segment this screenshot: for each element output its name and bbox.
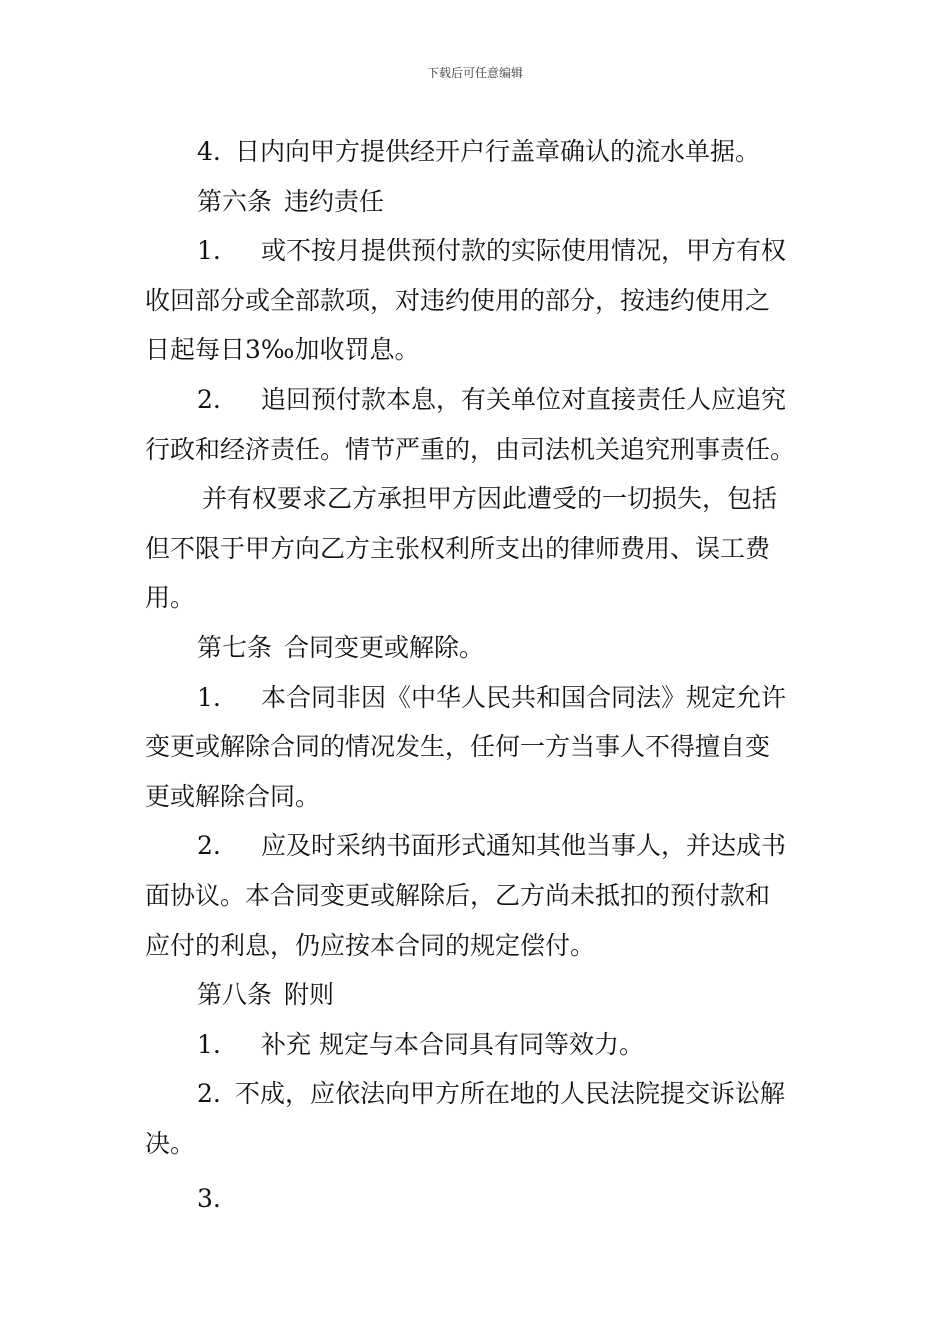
paragraph-line: 行政和经济责任。情节严重的，由司法机关追究刑事责任。 — [145, 434, 796, 464]
paragraph-line: 并有权要求乙方承担甲方因此遭受的一切损失，包括 — [202, 484, 778, 514]
section-title: 合同变更或解除。 — [284, 632, 485, 662]
paragraph-line: 变更或解除合同的情况发生，任何一方当事人不得擅自变 — [145, 732, 771, 762]
section-heading-breach — [145, 177, 810, 227]
section-heading-amendment — [145, 623, 810, 673]
paragraph-text: 日内向甲方提供经开户行盖章确认的流水单据。 — [235, 137, 761, 166]
paragraph-line: 应付的利息，仍应按本合同的规定偿付。 — [145, 930, 596, 960]
paragraph-line — [145, 226, 810, 276]
paragraph-line — [145, 1069, 810, 1119]
paragraph-text: 补充 规定与本合同具有同等效力。 — [261, 1029, 644, 1059]
section-heading-supplementary — [145, 970, 810, 1020]
item-number: 1. — [197, 1029, 221, 1059]
paragraph-line: 日起每日3‰加收罚息。 — [145, 335, 420, 365]
item-number: 2. — [197, 384, 221, 414]
item-number: 4. — [197, 137, 221, 166]
paragraph-text: 或不按月提供预付款的实际使用情况，甲方有权 — [261, 236, 787, 266]
paragraph-line: 但不限于甲方向乙方主张权利所支出的律师费用、误工费 — [145, 533, 771, 563]
paragraph-line: 收回部分或全部款项，对违约使用的部分，按违约使用之 — [145, 285, 771, 315]
section-number: 第八条 — [197, 980, 273, 1010]
header-note: 下载后可任意编辑 — [426, 66, 523, 80]
section-number: 第七条 — [197, 632, 273, 662]
item-number: 1. — [197, 682, 221, 712]
section-number: 第六条 — [197, 186, 273, 216]
paragraph-line: 决。 — [145, 1128, 196, 1158]
paragraph-line — [145, 375, 810, 425]
paragraph-line: 用。 — [145, 583, 196, 613]
item-number: 1. — [197, 236, 221, 266]
paragraph-text: 追回预付款本息，有关单位对直接责任人应追究 — [261, 384, 787, 414]
paragraph-line: 更或解除合同。 — [145, 781, 321, 811]
paragraph-text: 不成，应依法向甲方所在地的人民法院提交诉讼解 — [235, 1079, 786, 1109]
paragraph-line — [145, 673, 810, 723]
paragraph-line: 面协议。本合同变更或解除后，乙方尚未抵扣的预付款和 — [145, 880, 771, 910]
paragraph-line — [145, 1020, 810, 1070]
section-title: 附则 — [284, 980, 335, 1010]
item-number: 2. — [197, 1079, 221, 1109]
section-title: 违约责任 — [284, 186, 385, 216]
item-number: 3. — [197, 1184, 221, 1214]
paragraph-line — [145, 1174, 810, 1224]
paragraph-line — [145, 127, 810, 177]
item-number: 2. — [197, 831, 221, 861]
contract-body — [145, 127, 810, 1224]
paragraph-line — [145, 821, 810, 871]
paragraph-text: 本合同非因《中华人民共和国合同法》规定允许 — [261, 682, 787, 712]
paragraph-text: 应及时采纳书面形式通知其他当事人，并达成书 — [261, 831, 787, 861]
